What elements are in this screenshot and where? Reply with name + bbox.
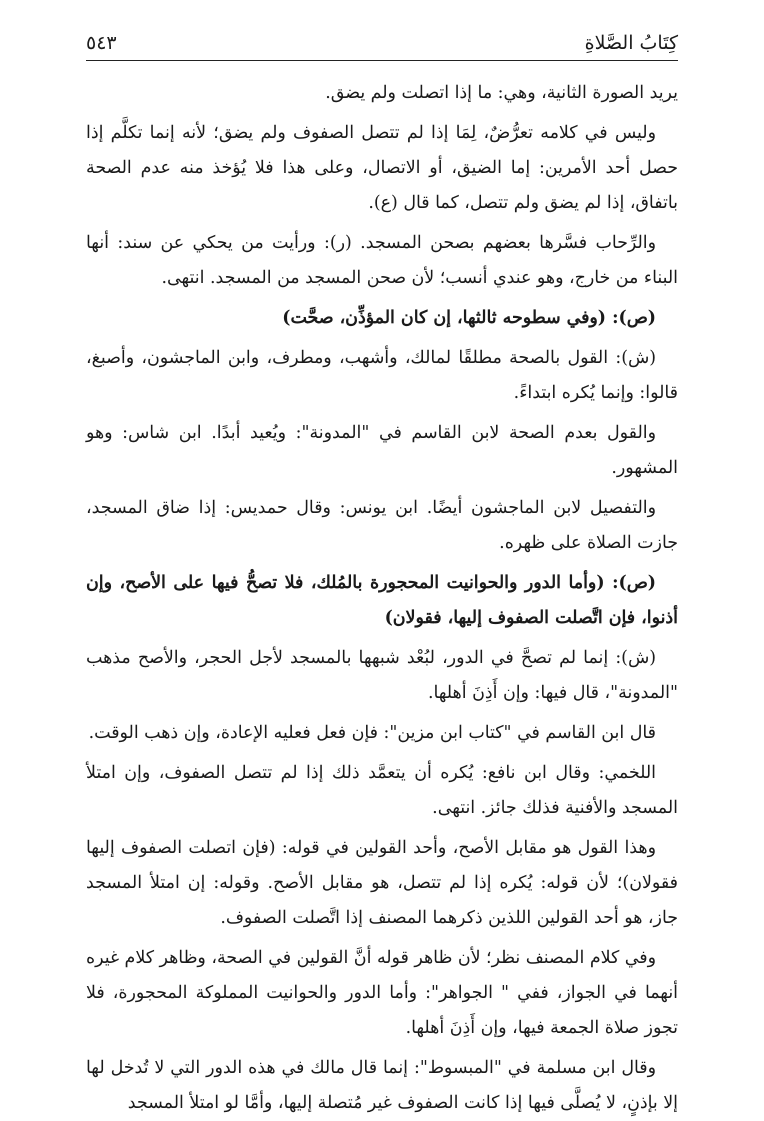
page-number: ٥٤٣ — [86, 32, 117, 54]
paragraph: والرِّحاب فسَّرها بعضهم بصحن المسجد. (ر): ورأيت من يحكي عن سند: أنها البناء من خارج، وهو عندي أنسب؛ لأن صحن المسجد من المسجد. انتهى. — [86, 233, 678, 288]
paragraph: اللخمي: وقال ابن نافع: يُكره أن يتعمَّد ذلك إذا لم تتصل الصفوف، وإن امتلأ المسجد والأفنية فذلك جائز. انتهى. — [86, 763, 678, 818]
page-header — [86, 26, 678, 61]
page-body — [86, 76, 678, 1121]
paragraph: قال ابن القاسم في "كتاب ابن مزين": فإن فعل فعليه الإعادة، وإن ذهب الوقت. — [88, 723, 656, 743]
running-title: كِتَابُ الصَّلاةِ — [584, 32, 678, 54]
matn-quote: (ص): (وأما الدور والحوانيت المحجورة بالمُلك، فلا تصحُّ فيها على الأصح، وإن أذنوا، فإن اتَّصلت الصفوف إليها، فقولان) — [86, 573, 678, 628]
paragraph: (ش): القول بالصحة مطلقًا لمالك، وأشهب، ومطرف، وابن الماجشون، وأصبغ، قالوا: وإنما يُكره ابتداءً. — [86, 348, 678, 403]
paragraph: والتفصيل لابن الماجشون أيضًا. ابن يونس: وقال حمديس: إذا ضاق المسجد، جازت الصلاة على ظهره. — [86, 498, 678, 553]
paragraph: (ش): إنما لم تصحَّ في الدور، لبُعْد شبهها بالمسجد لأجل الحجر، والأصح مذهب "المدونة"، قال فيها: وإن أَذِنَ أهلها. — [86, 648, 678, 703]
paragraph: وقال ابن مسلمة في "المبسوط": إنما قال مالك في هذه الدور التي لا تُدخل لها إلا بإذنٍ، لا يُصلَّى فيها إذا كانت الصفوف غير مُتصلة إليها، وأمَّا لو امتلأ المسجد — [86, 1058, 678, 1113]
paragraph: يريد الصورة الثانية، وهي: ما إذا اتصلت ولم يضق. — [325, 83, 678, 103]
paragraph: وهذا القول هو مقابل الأصح، وأحد القولين في قوله: (فإن اتصلت الصفوف إليها فقولان)؛ لأن قوله: يُكره إذا لم تتصل، هو مقابل الأصح. وقوله: إن امتلأ المسجد جاز، هو أحد القولين اللذين ذكرهما المصنف إذا اتَّصلت الصفوف. — [86, 838, 678, 928]
paragraph: وليس في كلامه تعرُّضٌ، لِمَا إذا لم تتصل الصفوف ولم يضق؛ لأنه إنما تكلَّم إذا حصل أحد الأمرين: إما الضيق، أو الاتصال، وعلى هذا فلا يُؤخذ منه عدم الصحة باتفاق، إذا لم يضق ولم تتصل، كما قال (ع). — [86, 123, 678, 213]
paragraph: والقول بعدم الصحة لابن القاسم في "المدونة": ويُعيد أبدًا. ابن شاس: وهو المشهور. — [86, 423, 678, 478]
paragraph: وفي كلام المصنف نظر؛ لأن ظاهر قوله أنَّ القولين في الصحة، وظاهر كلام غيره أنهما في الجواز، ففي " الجواهر": وأما الدور والحوانيت المملوكة المحجورة، فلا تجوز صلاة الجمعة فيها، وإن أَذِنَ أهلها. — [85, 948, 678, 1038]
matn-quote: (ص): (وفي سطوحه ثالثها، إن كان المؤذِّن، صحَّت) — [282, 308, 656, 328]
